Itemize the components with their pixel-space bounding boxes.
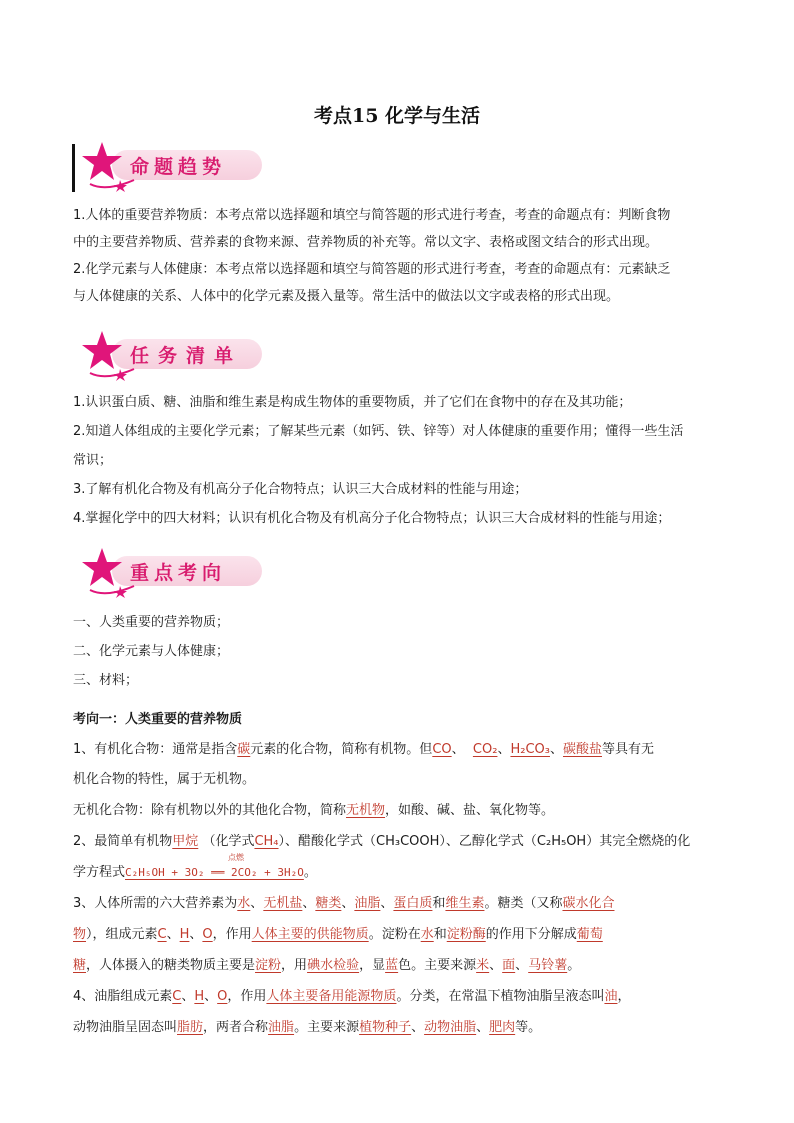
content-line-4: 2、最简单有机物甲烷 （化学式CH₄）、醋酸化学式（CH₃COOH）、乙醇化学式（C₂H₅OH）其完全燃烧的化 [73,834,691,849]
star-icon [76,329,136,381]
focus-line: 一、人类重要的营养物质； [73,615,230,630]
banner-focus [72,550,272,598]
task-line: 4.掌握化学中的四大材料；认识有机化合物及有机高分子化合物特点；认识三大合成材料的性能与用途； [73,511,671,526]
focus-line: 三、材料； [73,673,139,688]
banner-label: 命题趋势 [130,156,227,178]
content-line-9: 4、油脂组成元素C、H、O，作用人体主要备用能源物质。分类，在常温下植物油脂呈液态叫油， [73,989,631,1004]
direction-heading: 考向一：人类重要的营养物质 [73,712,243,727]
trend-line: 中的主要营养物质、营养素的食物来源、营养物质的补充等。常以文字、表格或图文结合的形式出现。 [73,235,659,250]
star-icon [76,140,136,192]
banner-bar [72,144,75,192]
focus-text [73,608,723,695]
content-line-1: 1、有机化合物：通常是指含碳元素的化合物，简称有机物。但CO、 CO₂、H₂CO₃、碳酸盐等具有无 [73,742,655,757]
banner-label: 重点考向 [130,562,227,584]
banner-label: 任务清单 [130,345,243,367]
trend-line: 1.人体的重要营养物质：本考点常以选择题和填空与简答题的形式进行考查，考查的命题点有：判断食物 [73,208,671,223]
task-line: 1.认识蛋白质、糖、油脂和维生素是构成生物体的重要物质，并了它们在食物中的存在及其功能； [73,395,632,410]
content-line-8: 糖，人体摄入的糖类物质主要是淀粉，用碘水检验，显蓝色。主要来源米、面、马铃薯。 [73,958,581,973]
content-line-3: 无机化合物：除有机物以外的其他化合物，简称无机物，如酸、碱、盐、氧化物等。 [73,803,555,818]
task-line: 2.知道人体组成的主要化学元素；了解某些元素（如钙、铁、锌等）对人体健康的重要作用；懂得一些生活 [73,424,684,439]
banner-trend [72,144,272,192]
content-line-7: 物），组成元素C、H、O，作用人体主要的供能物质。淀粉在水和淀粉酶的作用下分解成葡萄 [73,927,603,942]
task-line: 常识； [73,453,113,468]
banner-tasks [72,333,272,381]
tasks-text [73,388,723,533]
task-line: 3.了解有机化合物及有机高分子化合物特点；认识三大合成材料的性能与用途； [73,482,528,497]
content-line-6: 3、人体所需的六大营养素为水、无机盐、糖类、油脂、蛋白质和维生素。糖类（又称碳水化合 [73,896,615,911]
content-line-10: 动物油脂呈固态叫脂肪，两者合称油脂。主要来源植物种子、动物油脂、肥肉等。 [73,1020,542,1035]
page-title: 考点15 化学与生活 [313,105,481,127]
reaction-condition: 点燃 [228,853,244,862]
content-line-2: 机化合物的特性，属于无机物。 [73,772,256,787]
content-line-5: 学方程式C₂H₅OH + 3O₂ ══ 2CO₂ + 3H₂O。 点燃 [73,853,317,880]
star-icon [76,546,136,598]
trend-text [73,202,723,310]
trend-line: 与人体健康的关系、人体中的化学元素及摄入量等。常生活中的做法以文字或表格的形式出现。 [73,289,620,304]
focus-line: 二、化学元素与人体健康； [73,644,230,659]
trend-line: 2.化学元素与人体健康：本考点常以选择题和填空与简答题的形式进行考查，考查的命题点有：元素缺乏 [73,262,671,277]
